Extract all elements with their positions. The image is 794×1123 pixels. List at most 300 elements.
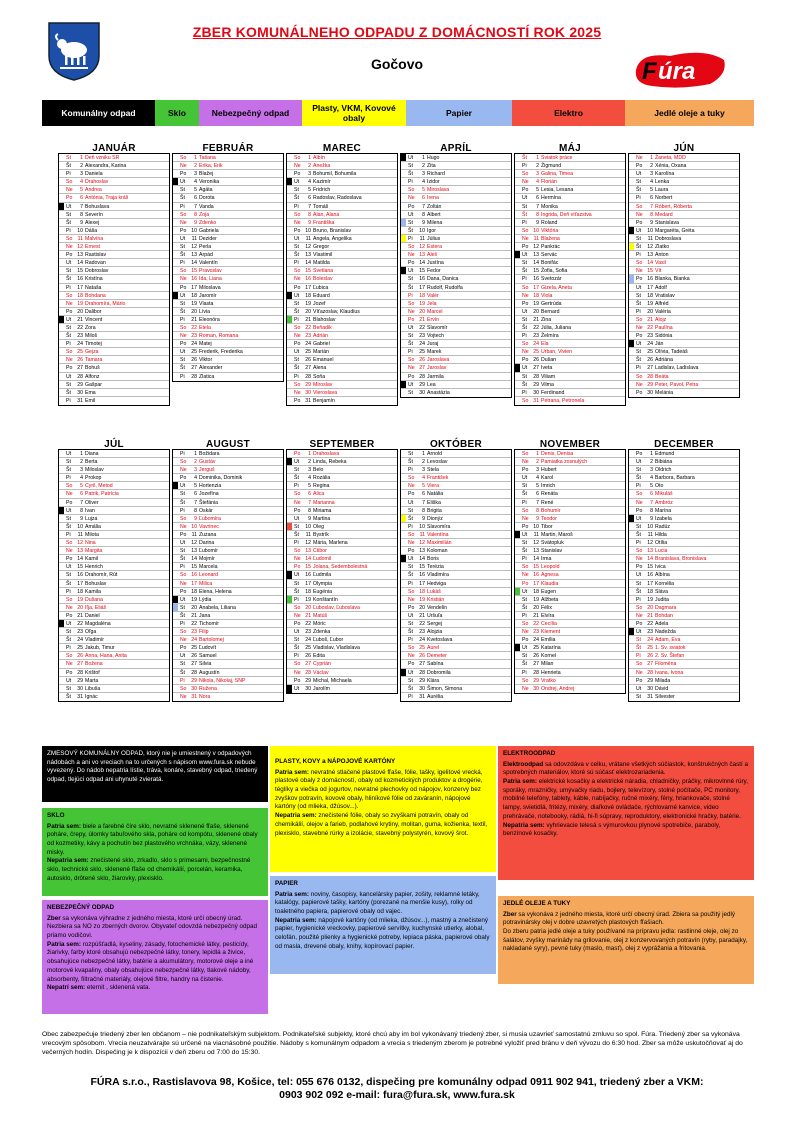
day-number: 26: [533, 357, 539, 364]
name-day: Levoslav: [427, 459, 448, 466]
name-day: Šimon, Simona: [427, 685, 463, 692]
weekday: Št: [636, 645, 641, 652]
day-row: [515, 219, 625, 227]
name-day: Veronika: [199, 179, 220, 186]
day-number: 24: [647, 341, 653, 348]
day-number: 7: [308, 499, 311, 506]
name-day: Otília: [655, 540, 668, 547]
day-row: [59, 397, 169, 405]
weekday: So: [66, 349, 73, 356]
day-row: [59, 340, 169, 348]
day-number: 26: [647, 357, 653, 364]
weekday: Ut: [294, 515, 300, 522]
name-day: Drahomír, Rút: [85, 572, 118, 579]
name-day: Tibor: [541, 523, 553, 530]
name-day: Stanislav: [541, 548, 563, 555]
name-day: Gertrúda: [541, 300, 562, 307]
day-number: 7: [308, 203, 311, 210]
day-number: 5: [650, 187, 653, 194]
name-day: Hugo: [427, 155, 440, 161]
name-day: Kamil: [85, 556, 98, 563]
neb-out-label: Nepatrí sem:: [47, 984, 86, 992]
day-row: [59, 458, 169, 466]
day-row: [515, 547, 625, 555]
day-number: 12: [419, 244, 425, 251]
weekday: So: [294, 155, 301, 161]
day-number: 13: [191, 252, 197, 259]
name-day: Diana: [85, 451, 99, 457]
day-row: [287, 547, 397, 555]
day-row: [401, 693, 511, 701]
name-day: Imrich: [541, 483, 556, 490]
month-days: [628, 450, 740, 702]
day-row: [287, 571, 397, 579]
name-day: Jaroslava: [427, 357, 450, 364]
day-number: 25: [305, 645, 311, 652]
day-row: [629, 251, 739, 259]
name-day: Pankrác: [541, 244, 561, 251]
name-day: Klára: [427, 677, 440, 684]
name-day: Fridrich: [313, 187, 331, 194]
day-row: [401, 300, 511, 308]
weekday: Po: [636, 564, 643, 571]
papier-out-text: nápojové kartóny (od mlieka, džúsov...), mastný a znečistený papier, hygienické vreckovky, papierové servítky, kuchynské utierky, alobal, celofán, použité plienky a hygienické potreby, lepiaca páska, papierové obaly od masla, drevené obaly, knihy, kopírovací papier.: [275, 916, 490, 950]
name-day: Dezider: [199, 235, 217, 242]
day-number: 5: [422, 187, 425, 194]
day-row: [59, 539, 169, 547]
day-number: 14: [533, 260, 539, 267]
name-day: Dorota: [199, 195, 215, 202]
day-number: 18: [419, 588, 425, 595]
day-number: 20: [191, 604, 197, 611]
weekday: Ne: [66, 244, 73, 251]
name-day: Xénia, Oxana: [655, 163, 687, 170]
weekday: Št: [522, 548, 527, 555]
day-row: [515, 332, 625, 340]
day-row: [173, 194, 283, 202]
day-row: [629, 450, 739, 458]
weekday: Ne: [180, 333, 187, 340]
month-name: FEBRUÁR: [172, 143, 284, 154]
day-row: [59, 490, 169, 498]
day-row: [629, 219, 739, 227]
name-day: Terézia: [427, 564, 444, 571]
weekday: Pi: [522, 499, 527, 506]
day-row: [629, 348, 739, 356]
day-row: [287, 373, 397, 381]
day-number: 14: [191, 556, 197, 563]
name-day: Róbert, Róberta: [655, 203, 692, 210]
weekday: Ne: [294, 556, 301, 563]
day-row: [515, 300, 625, 308]
day-number: 31: [647, 693, 653, 700]
day-number: 18: [77, 588, 83, 595]
day-number: 28: [305, 669, 311, 676]
day-number: 30: [647, 685, 653, 692]
day-row: [173, 515, 283, 523]
day-number: 17: [419, 284, 425, 291]
weekday: St: [408, 564, 413, 571]
name-day: Adela: [655, 620, 669, 627]
day-row: [515, 669, 625, 677]
day-number: 30: [191, 685, 197, 692]
day-row: [173, 219, 283, 227]
weekday: Po: [294, 171, 301, 178]
day-row: [515, 466, 625, 474]
weekday: So: [294, 381, 301, 388]
name-day: Vít: [655, 268, 662, 275]
day-row: [59, 332, 169, 340]
name-day: Ľuboslav, Ľuboslava: [313, 604, 360, 611]
day-row: [401, 194, 511, 202]
weekday: Ut: [294, 235, 300, 242]
day-number: 18: [191, 292, 197, 299]
day-number: 31: [77, 397, 83, 404]
day-row: [173, 539, 283, 547]
name-day: Adolf: [655, 284, 667, 291]
day-row: [59, 308, 169, 316]
name-day: Lea: [427, 381, 436, 388]
name-day: Bibiána: [655, 459, 673, 466]
name-day: Blahoslav: [313, 316, 336, 323]
name-day: Aurel: [427, 645, 440, 652]
day-row: [515, 170, 625, 178]
weekday: So: [66, 596, 73, 603]
name-day: Vendelín: [427, 604, 448, 611]
day-number: 15: [533, 268, 539, 275]
name-day: Jakub, Timur: [85, 645, 115, 652]
weekday: Ne: [408, 308, 415, 315]
day-row: [173, 154, 283, 162]
name-day: Darina: [199, 540, 215, 547]
day-row: [515, 555, 625, 563]
weekday: Št: [66, 219, 71, 226]
name-day: Ctibor: [313, 548, 327, 555]
day-row: [401, 316, 511, 324]
weekday: Št: [294, 308, 299, 315]
name-day: Bonifác: [541, 260, 559, 267]
day-number: 19: [305, 596, 311, 603]
day-row: [629, 474, 739, 482]
day-number: 24: [305, 341, 311, 348]
day-number: 20: [647, 308, 653, 315]
weekday: Po: [66, 612, 73, 619]
name-day: Kamila: [85, 588, 101, 595]
weekday: So: [180, 572, 187, 579]
name-day: Eduard: [313, 292, 330, 299]
day-number: 6: [422, 491, 425, 498]
day-row: [515, 364, 625, 372]
weekday: Po: [408, 316, 415, 323]
name-day: Alfonz: [85, 373, 100, 380]
day-number: 24: [419, 341, 425, 348]
name-day: Nikola, Nikolaj, SNP: [199, 677, 246, 684]
day-row: [287, 580, 397, 588]
day-row: [401, 364, 511, 372]
day-row: [287, 389, 397, 397]
name-day: Alexander: [199, 365, 223, 372]
day-row: [515, 596, 625, 604]
day-row: [401, 620, 511, 628]
day-number: 14: [77, 260, 83, 267]
weekday: Ne: [180, 523, 187, 530]
day-number: 9: [422, 515, 425, 522]
day-number: 17: [305, 284, 311, 291]
legend-item: Plasty, VKM, Kovové obaly: [302, 100, 406, 126]
day-row: [287, 340, 397, 348]
weekday: Pi: [636, 365, 641, 372]
day-number: 2: [422, 163, 425, 170]
name-day: Nora: [199, 693, 211, 700]
day-number: 13: [77, 548, 83, 555]
weekday: Pi: [66, 588, 71, 595]
day-row: [173, 669, 283, 677]
name-day: Ľuboš, Ľubor: [313, 637, 344, 644]
weekday: Ut: [180, 349, 186, 356]
day-number: 25: [647, 349, 653, 356]
day-number: 9: [194, 515, 197, 522]
day-number: 1: [650, 155, 653, 161]
name-day: Blažej: [199, 171, 214, 178]
weekday: Št: [294, 365, 299, 372]
weekday: Ut: [522, 365, 528, 372]
name-day: Ervín: [427, 316, 440, 323]
weekday: So: [636, 260, 643, 267]
name-day: Regina: [313, 483, 330, 490]
day-row: [401, 259, 511, 267]
weekday: Ne: [522, 629, 529, 636]
weekday: Ne: [66, 661, 73, 668]
weekday: Po: [636, 677, 643, 684]
day-number: 8: [422, 507, 425, 514]
day-row: [401, 154, 511, 162]
name-day: Radúz: [655, 523, 670, 530]
day-number: 5: [80, 483, 83, 490]
month-11: [628, 439, 740, 702]
weekday: Pi: [522, 219, 527, 226]
day-number: 27: [419, 365, 425, 372]
day-row: [173, 300, 283, 308]
weekday: Ne: [294, 499, 301, 506]
day-row: [59, 466, 169, 474]
day-row: [401, 612, 511, 620]
weekday: Po: [180, 227, 187, 234]
day-row: [401, 381, 511, 389]
day-row: [173, 660, 283, 668]
day-number: 10: [77, 227, 83, 234]
day-number: 6: [194, 491, 197, 498]
name-day: Zlatko: [655, 244, 670, 251]
day-number: 24: [533, 637, 539, 644]
weekday: Po: [408, 548, 415, 555]
weekday: Št: [66, 467, 71, 474]
day-number: 18: [305, 588, 311, 595]
name-day: Albert: [427, 211, 441, 218]
day-number: 23: [419, 629, 425, 636]
day-number: 19: [533, 596, 539, 603]
name-day: Perla: [199, 244, 212, 251]
day-number: 23: [533, 629, 539, 636]
day-row: [287, 194, 397, 202]
name-day: Ľubica: [313, 284, 329, 291]
day-number: 4: [194, 475, 197, 482]
day-number: 19: [533, 300, 539, 307]
day-row: [629, 628, 739, 636]
day-row: [59, 555, 169, 563]
weekday: Ne: [636, 669, 643, 676]
day-row: [401, 235, 511, 243]
day-row: [59, 563, 169, 571]
day-number: 16: [191, 276, 197, 283]
name-day: Augustín: [199, 669, 220, 676]
day-number: 4: [308, 475, 311, 482]
weekday: Št: [294, 252, 299, 259]
day-row: [515, 397, 625, 405]
day-row: [401, 588, 511, 596]
weekday: So: [294, 268, 301, 275]
day-number: 28: [647, 669, 653, 676]
weekday: Ut: [294, 459, 300, 466]
day-row: [629, 324, 739, 332]
day-number: 4: [650, 179, 653, 186]
weekday: Po: [66, 308, 73, 315]
day-number: 13: [305, 548, 311, 555]
day-number: 8: [80, 507, 83, 514]
day-row: [629, 186, 739, 194]
day-row: [401, 227, 511, 235]
day-number: 10: [419, 523, 425, 530]
weekday: Ut: [180, 540, 186, 547]
day-row: [287, 235, 397, 243]
day-number: 16: [305, 572, 311, 579]
day-number: 7: [650, 499, 653, 506]
name-day: Roman, Romana: [199, 333, 239, 340]
day-row: [59, 219, 169, 227]
day-number: 11: [77, 235, 83, 242]
name-day: Koloman: [427, 548, 448, 555]
zmesovy-text: ZMESOVÝ KOMUNÁLNY ODPAD, ktorý nie je umiestnený v odpadových nádobách a ani vo vreciach na to určených s nápisom www.fura.sk nebude vyvezený. Do nádob nepatria lístie, tráva, konáre, stavebný odpad, triedený odpad, tlejúci odpad ani uhynuté zvieratá.: [47, 750, 258, 784]
name-day: Soňa: [313, 373, 326, 380]
day-number: 10: [419, 227, 425, 234]
weekday: So: [408, 244, 415, 251]
weekday: Ut: [636, 284, 642, 291]
weekday: Št: [294, 588, 299, 595]
name-day: Deň vzniku SR: [85, 155, 120, 161]
weekday: St: [522, 203, 527, 210]
day-number: 22: [419, 324, 425, 331]
name-day: Jela: [427, 300, 437, 307]
day-number: 20: [305, 604, 311, 611]
day-number: 3: [422, 171, 425, 178]
weekday: Pi: [180, 507, 185, 514]
weekday: Pi: [180, 373, 185, 380]
name-day: Vladimíra: [427, 572, 449, 579]
weekday: Po: [636, 507, 643, 514]
day-row: [629, 194, 739, 202]
day-row: [287, 636, 397, 644]
day-row: [173, 170, 283, 178]
name-day: Roland: [541, 219, 558, 226]
day-number: 23: [419, 333, 425, 340]
day-number: 22: [419, 620, 425, 627]
day-number: 26: [419, 357, 425, 364]
day-row: [287, 563, 397, 571]
month-name: OKTÓBER: [400, 439, 512, 450]
day-row: [287, 203, 397, 211]
weekday: Ut: [636, 629, 642, 636]
weekday: Ut: [522, 308, 528, 315]
name-day: Rastislav: [85, 252, 107, 259]
day-number: 2: [536, 459, 539, 466]
weekday: Št: [66, 276, 71, 283]
weekday: Po: [408, 661, 415, 668]
day-row: [173, 267, 283, 275]
day-row: [173, 571, 283, 579]
name-day: Štefánia: [199, 499, 219, 506]
day-number: 19: [77, 596, 83, 603]
name-day: Milada: [655, 677, 671, 684]
day-row: [401, 324, 511, 332]
day-number: 23: [305, 333, 311, 340]
weekday: St: [180, 300, 185, 307]
weekday: Pi: [636, 252, 641, 259]
day-number: 17: [191, 580, 197, 587]
name-day: Paulína: [655, 324, 673, 331]
day-row: [401, 685, 511, 693]
day-number: 1: [308, 155, 311, 161]
day-number: 27: [191, 365, 197, 372]
weekday: Pi: [408, 235, 413, 242]
weekday: Pi: [636, 195, 641, 202]
weekday: St: [408, 163, 413, 170]
name-day: Estera: [427, 244, 442, 251]
day-row: [515, 604, 625, 612]
day-number: 1: [80, 451, 83, 457]
day-row: [59, 259, 169, 267]
weekday: Ut: [636, 685, 642, 692]
day-row: [287, 332, 397, 340]
day-row: [173, 186, 283, 194]
day-row: [629, 466, 739, 474]
weekday: Št: [408, 341, 413, 348]
name-day: Lýdia: [199, 596, 212, 603]
day-number: 7: [194, 499, 197, 506]
weekday: Št: [408, 171, 413, 178]
name-day: Melánia: [655, 389, 674, 396]
name-day: Iľja, Eliáš: [85, 604, 107, 611]
weekday: Ut: [180, 653, 186, 660]
day-number: 2: [650, 163, 653, 170]
weekday: Ut: [636, 459, 642, 466]
weekday: Po: [636, 389, 643, 396]
weekday: St: [408, 677, 413, 684]
name-day: Cecília: [541, 620, 557, 627]
name-day: Ladislav, Ladislava: [655, 365, 699, 372]
day-row: [629, 612, 739, 620]
day-row: [401, 636, 511, 644]
weekday: Pi: [66, 645, 71, 652]
day-row: [59, 178, 169, 186]
weekday: St: [66, 685, 71, 692]
weekday: So: [522, 284, 529, 291]
footer-contact-1: FÚRA s.r.o., Rastislavova 98, Košice, tel: 055 676 0132, dispečing pre komunálny odpad 0911 902 941, triedený zber a VKM:: [90, 1076, 704, 1088]
weekday: St: [408, 219, 413, 226]
neb-out-text: eternit , sklenená vata.: [86, 984, 151, 992]
day-number: 16: [77, 276, 83, 283]
weekday: Ut: [66, 203, 72, 210]
day-number: 23: [647, 333, 653, 340]
name-day: Cyprián: [313, 661, 331, 668]
